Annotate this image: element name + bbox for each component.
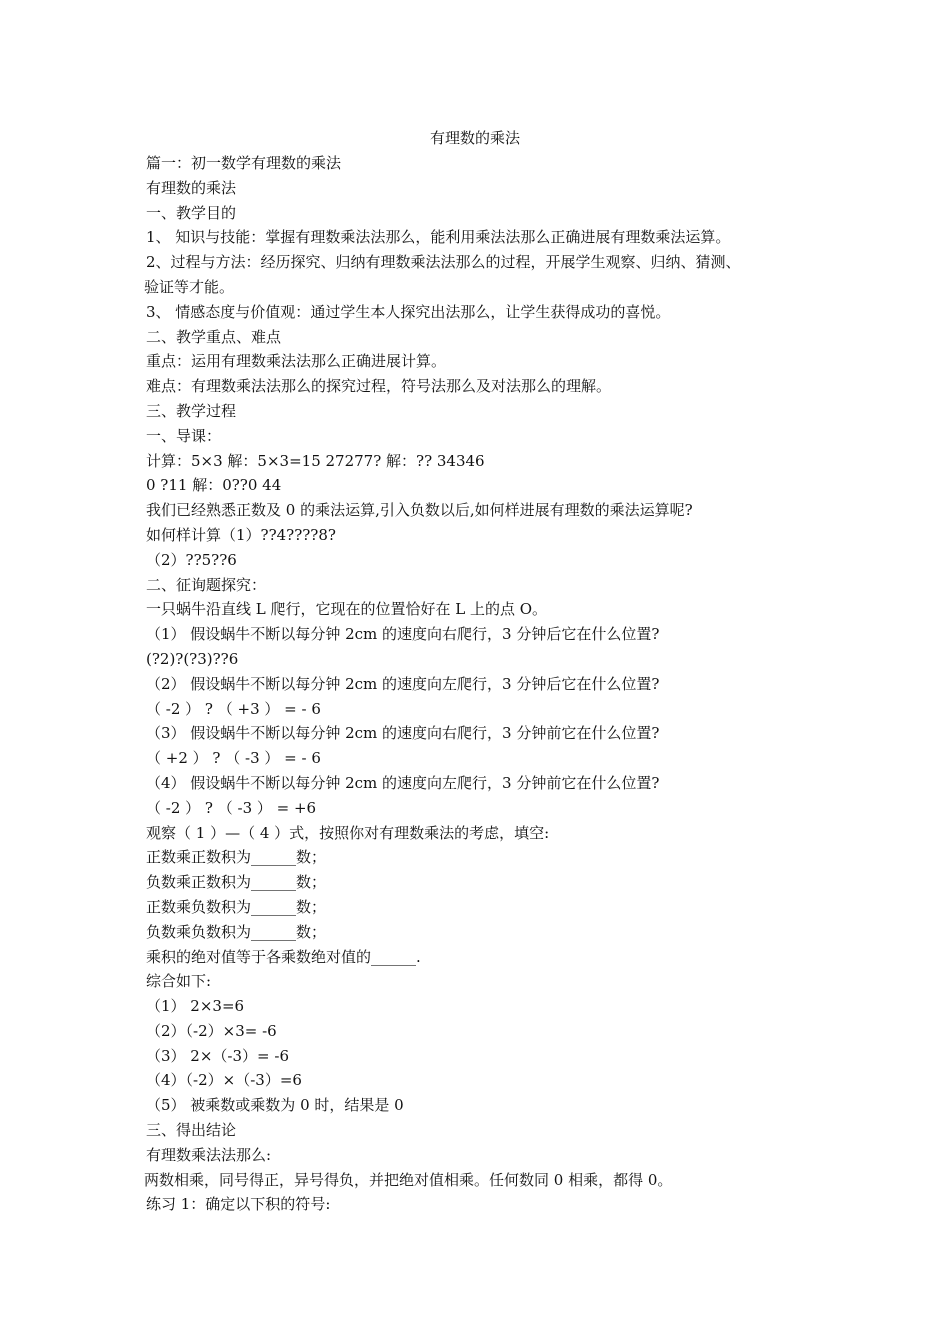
- text-line: 0 ?11 解：0??0 44: [146, 476, 282, 495]
- text-line: 重点：运用有理数乘法法那么正确进展计算。: [146, 352, 447, 371]
- document-title: 有理数的乘法: [429, 129, 520, 147]
- section-heading: 三、得出结论: [146, 1121, 237, 1140]
- text-line: 观察（ 1 ）—（ 4 ）式，按照你对有理数乘法的考虑，填空:: [146, 823, 550, 842]
- exercise-heading: 练习 1：确定以下积的符号:: [146, 1195, 331, 1214]
- section-heading: 一、教学目的: [146, 203, 237, 222]
- text-line: 2、过程与方法：经历探究、归纳有理数乘法法那么的过程，开展学生观察、归纳、猜测、: [146, 253, 741, 272]
- fill-blank-line: 正数乘负数积为______数；: [146, 897, 327, 916]
- rule-statement: 两数相乘，同号得正，异号得负，并把绝对值相乘。任何数同 0 相乘，都得 0。: [144, 1170, 673, 1189]
- question-line: （1） 假设蜗牛不断以每分钟 2cm 的速度向右爬行，3 分钟后它在什么位置?: [146, 625, 660, 644]
- formula-line: （5） 被乘数或乘数为 0 时，结果是 0: [146, 1096, 404, 1115]
- formula-line: （ +2 ） ? （ -3 ） = - 6: [146, 749, 321, 768]
- formula-line: （2）（-2）×3= -6: [146, 1021, 277, 1040]
- formula-line: (?2)?(?3)??6: [146, 649, 239, 668]
- text-line: 1、 知识与技能：掌握有理数乘法法那么，能利用乘法法那么正确进展有理数乘法运算。: [146, 228, 731, 247]
- formula-line: （1） 2×3=6: [146, 997, 245, 1016]
- text-line: 3、 情感态度与价值观：通过学生本人探究出法那么，让学生获得成功的喜悦。: [146, 302, 671, 321]
- fill-blank-line: 乘积的绝对值等于各乘数绝对值的______.: [146, 947, 421, 966]
- formula-line: （3） 2×（-3）= -6: [146, 1046, 289, 1065]
- question-line: （3） 假设蜗牛不断以每分钟 2cm 的速度向右爬行，3 分钟前它在什么位置?: [146, 724, 660, 743]
- subsection-heading: 一、导课：: [146, 426, 222, 445]
- text-line: 验证等才能。: [144, 277, 235, 296]
- text-line: 我们已经熟悉正数及 0 的乘法运算,引入负数以后,如何样进展有理数的乘法运算呢?: [146, 501, 693, 520]
- text-line: 有理数的乘法: [146, 178, 237, 197]
- text-line: 综合如下:: [146, 972, 212, 991]
- section-heading: 三、教学过程: [146, 401, 237, 420]
- section-heading: 二、教学重点、难点: [146, 327, 282, 346]
- question-line: （2） 假设蜗牛不断以每分钟 2cm 的速度向左爬行，3 分钟后它在什么位置?: [146, 674, 660, 693]
- formula-line: （ -2 ） ? （ -3 ） = +6: [146, 798, 317, 817]
- fill-blank-line: 负数乘正数积为______数；: [146, 873, 327, 892]
- text-line: 篇一：初一数学有理数的乘法: [146, 154, 342, 172]
- text-line: 一只蜗牛沿直线 L 爬行，它现在的位置恰好在 L 上的点 O。: [146, 600, 548, 619]
- text-line: 有理数乘法法那么:: [146, 1145, 272, 1164]
- question-line: （4） 假设蜗牛不断以每分钟 2cm 的速度向左爬行，3 分钟前它在什么位置?: [146, 773, 660, 792]
- document-body: [146, 153, 846, 1219]
- text-line: （2）??5??6: [146, 550, 237, 569]
- text-line: 难点：有理数乘法法那么的探究过程，符号法那么及对法那么的理解。: [146, 377, 612, 396]
- text-line: 计算：5×3 解：5×3=15 27277? 解：?? 34346: [146, 451, 485, 470]
- formula-line: （4）（-2）×（-3）=6: [146, 1071, 302, 1090]
- text-line: 如何样计算（1）??4????8?: [146, 525, 336, 544]
- subsection-heading: 二、征询题探究：: [146, 575, 267, 594]
- fill-blank-line: 负数乘负数积为______数；: [146, 922, 327, 941]
- fill-blank-line: 正数乘正数积为______数；: [146, 848, 327, 867]
- formula-line: （ -2 ） ? （ +3 ） = - 6: [146, 699, 321, 718]
